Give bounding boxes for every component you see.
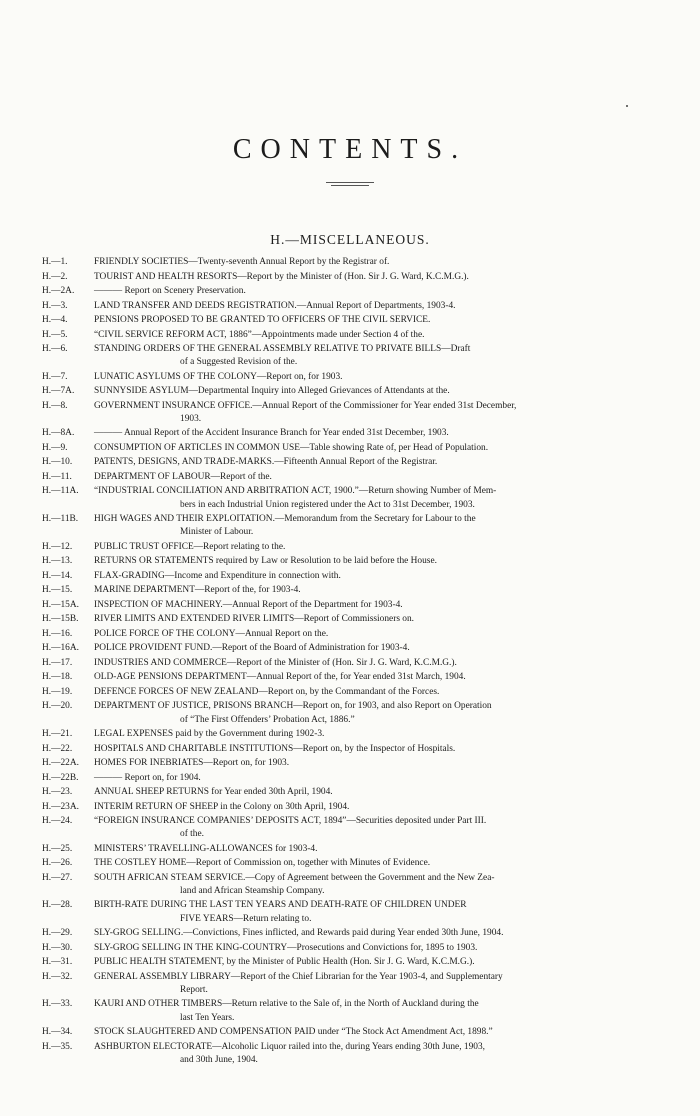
- entry-continuation: 1903.: [180, 413, 202, 424]
- contents-entry: [0, 400, 700, 426]
- entry-continuation: land and African Steamship Company.: [180, 885, 325, 896]
- entry-code: H.—18.: [42, 672, 73, 683]
- entry-title: OLD-AGE PENSIONS DEPARTMENT—Annual Report of the, for Year ended 31st March, 1904.: [94, 672, 466, 683]
- entry-code: H.—32.: [42, 971, 73, 982]
- entry-title: HOSPITALS AND CHARITABLE INSTITUTIONS—Report on, by the Inspector of Hospitals.: [94, 743, 456, 754]
- entry-title: HIGH WAGES AND THEIR EXPLOITATION.—Memorandum from the Secretary for Labour to the: [94, 514, 476, 525]
- page-speck: [626, 105, 628, 107]
- entry-code: H.—5.: [42, 329, 68, 340]
- entry-title: SUNNYSIDE ASYLUM—Departmental Inquiry into Alleged Grievances of Attendants at the.: [94, 386, 450, 397]
- contents-entry: [0, 271, 700, 284]
- entry-code: H.—8.: [42, 400, 68, 411]
- entry-title: POLICE PROVIDENT FUND.—Report of the Board of Administration for 1903-4.: [94, 643, 410, 654]
- contents-entry: [0, 786, 700, 799]
- entry-code: H.—33.: [42, 999, 73, 1010]
- contents-entry: [0, 872, 700, 898]
- contents-entry: [0, 772, 700, 785]
- entry-code: H.—26.: [42, 858, 73, 869]
- entry-title: ——— Report on Scenery Preservation.: [94, 286, 246, 296]
- entry-title: PENSIONS PROPOSED TO BE GRANTED TO OFFICERS OF THE CIVIL SERVICE.: [94, 315, 431, 325]
- contents-entry: [0, 555, 700, 568]
- entry-code: H.—29.: [42, 928, 73, 939]
- contents-entry: [0, 314, 700, 327]
- entry-code: H.—1.: [42, 257, 68, 267]
- entry-code: H.—21.: [42, 729, 73, 740]
- contents-entry: [0, 657, 700, 670]
- entry-code: H.—2A.: [42, 286, 75, 296]
- contents-entry: [0, 599, 700, 612]
- contents-entry: [0, 385, 700, 398]
- entry-code: H.—27.: [42, 872, 73, 883]
- entry-title: “INDUSTRIAL CONCILIATION AND ARBITRATION ACT, 1900.”—Return showing Number of Mem-: [94, 486, 497, 497]
- entry-code: H.—28.: [42, 900, 73, 911]
- contents-entry: [0, 456, 700, 469]
- contents-entry: [0, 971, 700, 997]
- entry-code: H.—2.: [42, 271, 68, 282]
- entry-code: H.—9.: [42, 442, 68, 453]
- entry-title: ANNUAL SHEEP RETURNS for Year ended 30th April, 1904.: [94, 787, 333, 798]
- entry-code: H.—12.: [42, 541, 73, 552]
- contents-entry: [0, 329, 700, 342]
- contents-entry: [0, 300, 700, 313]
- entry-code: H.—8A.: [42, 428, 75, 439]
- entry-continuation: FIVE YEARS—Return relating to.: [180, 913, 312, 924]
- entry-continuation: Report.: [180, 984, 208, 995]
- entry-title: DEPARTMENT OF LABOUR—Report of the.: [94, 471, 272, 482]
- page-title: CONTENTS.: [232, 134, 468, 165]
- entry-title: INTERIM RETURN OF SHEEP in the Colony on 30th April, 1904.: [94, 801, 350, 812]
- entry-code: H.—11A.: [42, 486, 79, 497]
- entry-code: H.—15A.: [42, 599, 79, 610]
- contents-entry: [0, 757, 700, 770]
- entry-code: H.—35.: [42, 1041, 73, 1052]
- contents-entry: [0, 471, 700, 484]
- entry-title: STANDING ORDERS OF THE GENERAL ASSEMBLY RELATIVE TO PRIVATE BILLS—Draft: [94, 344, 471, 354]
- contents-entry: [0, 485, 700, 511]
- contents-entry: [0, 942, 700, 955]
- contents-entry: [0, 700, 700, 726]
- entry-title: INSPECTION OF MACHINERY.—Annual Report of the Department for 1903-4.: [94, 599, 403, 610]
- entry-code: H.—13.: [42, 556, 73, 567]
- contents-entry: [0, 570, 700, 583]
- entry-title: ——— Annual Report of the Accident Insurance Branch for Year ended 31st December, 1903.: [94, 428, 449, 439]
- entry-continuation: and 30th June, 1904.: [180, 1054, 258, 1065]
- entry-title: BIRTH-RATE DURING THE LAST TEN YEARS AND DEATH-RATE OF CHILDREN UNDER: [94, 900, 467, 911]
- contents-entry: [0, 956, 700, 969]
- entry-code: H.—20.: [42, 701, 73, 712]
- entry-title: “CIVIL SERVICE REFORM ACT, 1886”—Appointments made under Section 4 of the.: [94, 329, 425, 340]
- entry-title: STOCK SLAUGHTERED AND COMPENSATION PAID under “The Stock Act Amendment Act, 1898.”: [94, 1027, 493, 1038]
- entry-code: H.—7A.: [42, 386, 75, 397]
- entry-code: H.—22B.: [42, 772, 79, 783]
- title-divider: [326, 182, 374, 183]
- contents-entry: [0, 1026, 700, 1039]
- contents-entry: [0, 371, 700, 384]
- entry-title: MARINE DEPARTMENT—Report of the, for 1903-4.: [94, 585, 301, 596]
- entry-code: H.—11B.: [42, 514, 79, 525]
- entry-title: FRIENDLY SOCIETIES—Twenty-seventh Annual Report by the Registrar of.: [94, 257, 390, 267]
- entry-code: H.—14.: [42, 570, 73, 581]
- entry-title: ASHBURTON ELECTORATE—Alcoholic Liquor railed into the, during Years ending 30th June, 1903,: [94, 1041, 485, 1052]
- entry-continuation: bers in each Industrial Union registered under the Act to 31st December, 1903.: [180, 499, 475, 510]
- entry-title: GENERAL ASSEMBLY LIBRARY—Report of the Chief Librarian for the Year 1903-4, and Supplementary: [94, 971, 503, 982]
- entry-title: PATENTS, DESIGNS, AND TRADE-MARKS.—Fifteenth Annual Report of the Registrar.: [94, 457, 438, 468]
- entry-title: TOURIST AND HEALTH RESORTS—Report by the Minister of (Hon. Sir J. G. Ward, K.C.M.G.).: [94, 271, 469, 282]
- entry-title: ——— Report on, for 1904.: [94, 772, 201, 783]
- entry-title: “FOREIGN INSURANCE COMPANIES’ DEPOSITS ACT, 1894”—Securities deposited under Part III.: [94, 816, 487, 827]
- entry-title: MINISTERS’ TRAVELLING-ALLOWANCES for 1903-4.: [94, 843, 318, 854]
- contents-entry: [0, 743, 700, 756]
- contents-entry: [0, 541, 700, 554]
- contents-entry: [0, 613, 700, 626]
- entry-code: H.—19.: [42, 686, 73, 697]
- contents-entry: [0, 815, 700, 841]
- entry-title: PUBLIC TRUST OFFICE—Report relating to the.: [94, 541, 286, 552]
- section-heading: H.—MISCELLANEOUS.: [270, 232, 430, 247]
- contents-entry: [0, 584, 700, 597]
- entry-title: PUBLIC HEALTH STATEMENT, by the Minister of Public Health (Hon. Sir J. G. Ward, K.C.M.G.).: [94, 957, 475, 968]
- entry-continuation: Minister of Labour.: [180, 527, 254, 538]
- entry-title: THE COSTLEY HOME—Report of Commission on, together with Minutes of Evidence.: [94, 858, 431, 869]
- entry-code: H.—31.: [42, 957, 73, 968]
- entry-code: H.—16.: [42, 628, 73, 639]
- entry-title: INDUSTRIES AND COMMERCE—Report of the Minister of (Hon. Sir J. G. Ward, K.C.M.G.).: [94, 657, 457, 668]
- entry-code: H.—4.: [42, 315, 68, 325]
- title-divider-lower: [331, 185, 369, 186]
- contents-entry: [0, 427, 700, 440]
- entry-code: H.—17.: [42, 657, 73, 668]
- contents-entry: [0, 728, 700, 741]
- entry-continuation: of the.: [180, 829, 204, 840]
- entry-title: POLICE FORCE OF THE COLONY—Annual Report on the.: [94, 628, 329, 639]
- entry-code: H.—23A.: [42, 801, 79, 812]
- contents-entry: [0, 843, 700, 856]
- contents-entry: [0, 642, 700, 655]
- contents-entry: [0, 857, 700, 870]
- entry-title: GOVERNMENT INSURANCE OFFICE.—Annual Report of the Commissioner for Year ended 31st December,: [94, 400, 517, 411]
- entry-code: H.—6.: [42, 344, 68, 354]
- entry-code: H.—23.: [42, 787, 73, 798]
- contents-entry: [0, 256, 700, 269]
- entry-title: RETURNS OR STATEMENTS required by Law or Resolution to be laid before the House.: [94, 556, 437, 567]
- entry-code: H.—7.: [42, 371, 68, 382]
- entry-title: HOMES FOR INEBRIATES—Report on, for 1903.: [94, 758, 290, 769]
- entry-code: H.—22.: [42, 743, 73, 754]
- contents-entry: [0, 998, 700, 1024]
- entry-code: H.—30.: [42, 942, 73, 953]
- contents-entry: [0, 513, 700, 539]
- entry-title: FLAX-GRADING—Income and Expenditure in connection with.: [94, 570, 341, 581]
- entry-code: H.—15B.: [42, 614, 79, 625]
- entry-title: KAURI AND OTHER TIMBERS—Return relative to the Sale of, in the North of Auckland during the: [94, 999, 479, 1010]
- entry-code: H.—16A.: [42, 643, 79, 654]
- contents-entry: [0, 343, 700, 369]
- entry-code: H.—3.: [42, 300, 68, 311]
- entry-title: CONSUMPTION OF ARTICLES IN COMMON USE—Table showing Rate of, per Head of Population.: [94, 442, 489, 453]
- entry-code: H.—22A.: [42, 758, 79, 769]
- contents-entry: [0, 927, 700, 940]
- entry-title: RIVER LIMITS AND EXTENDED RIVER LIMITS—Report of Commissioners on.: [94, 614, 415, 625]
- entry-code: H.—15.: [42, 585, 73, 596]
- entry-code: H.—34.: [42, 1027, 73, 1038]
- entry-title: LAND TRANSFER AND DEEDS REGISTRATION.—Annual Report of Departments, 1903-4.: [94, 300, 456, 311]
- entry-title: DEFENCE FORCES OF NEW ZEALAND—Report on, by the Commandant of the Forces.: [94, 686, 440, 697]
- contents-entry: [0, 285, 700, 298]
- entry-code: H.—24.: [42, 816, 73, 827]
- entry-continuation: last Ten Years.: [180, 1012, 235, 1023]
- contents-entry: [0, 1041, 700, 1067]
- entry-code: H.—11.: [42, 471, 72, 482]
- contents-list: [0, 256, 700, 1068]
- entry-continuation: of a Suggested Revision of the.: [180, 357, 298, 368]
- entry-code: H.—10.: [42, 457, 73, 468]
- entry-title: SLY-GROG SELLING.—Convictions, Fines inflicted, and Rewards paid during Year ended 30th June, 1904.: [94, 928, 504, 939]
- entry-title: SOUTH AFRICAN STEAM SERVICE.—Copy of Agreement between the Government and the New Zea-: [94, 872, 495, 883]
- entry-continuation: of “The First Offenders’ Probation Act, 1886.”: [180, 714, 355, 725]
- contents-entry: [0, 442, 700, 455]
- entry-title: SLY-GROG SELLING IN THE KING-COUNTRY—Prosecutions and Convictions for, 1895 to 1903.: [94, 942, 478, 953]
- entry-title: LEGAL EXPENSES paid by the Government during 1902-3.: [94, 729, 325, 740]
- contents-entry: [0, 801, 700, 814]
- entry-title: DEPARTMENT OF JUSTICE, PRISONS BRANCH—Report on, for 1903, and also Report on Operation: [94, 701, 492, 712]
- entry-title: LUNATIC ASYLUMS OF THE COLONY—Report on, for 1903.: [94, 371, 343, 382]
- contents-entry: [0, 899, 700, 925]
- contents-entry: [0, 671, 700, 684]
- contents-entry: [0, 686, 700, 699]
- entry-code: H.—25.: [42, 843, 73, 854]
- contents-entry: [0, 628, 700, 641]
